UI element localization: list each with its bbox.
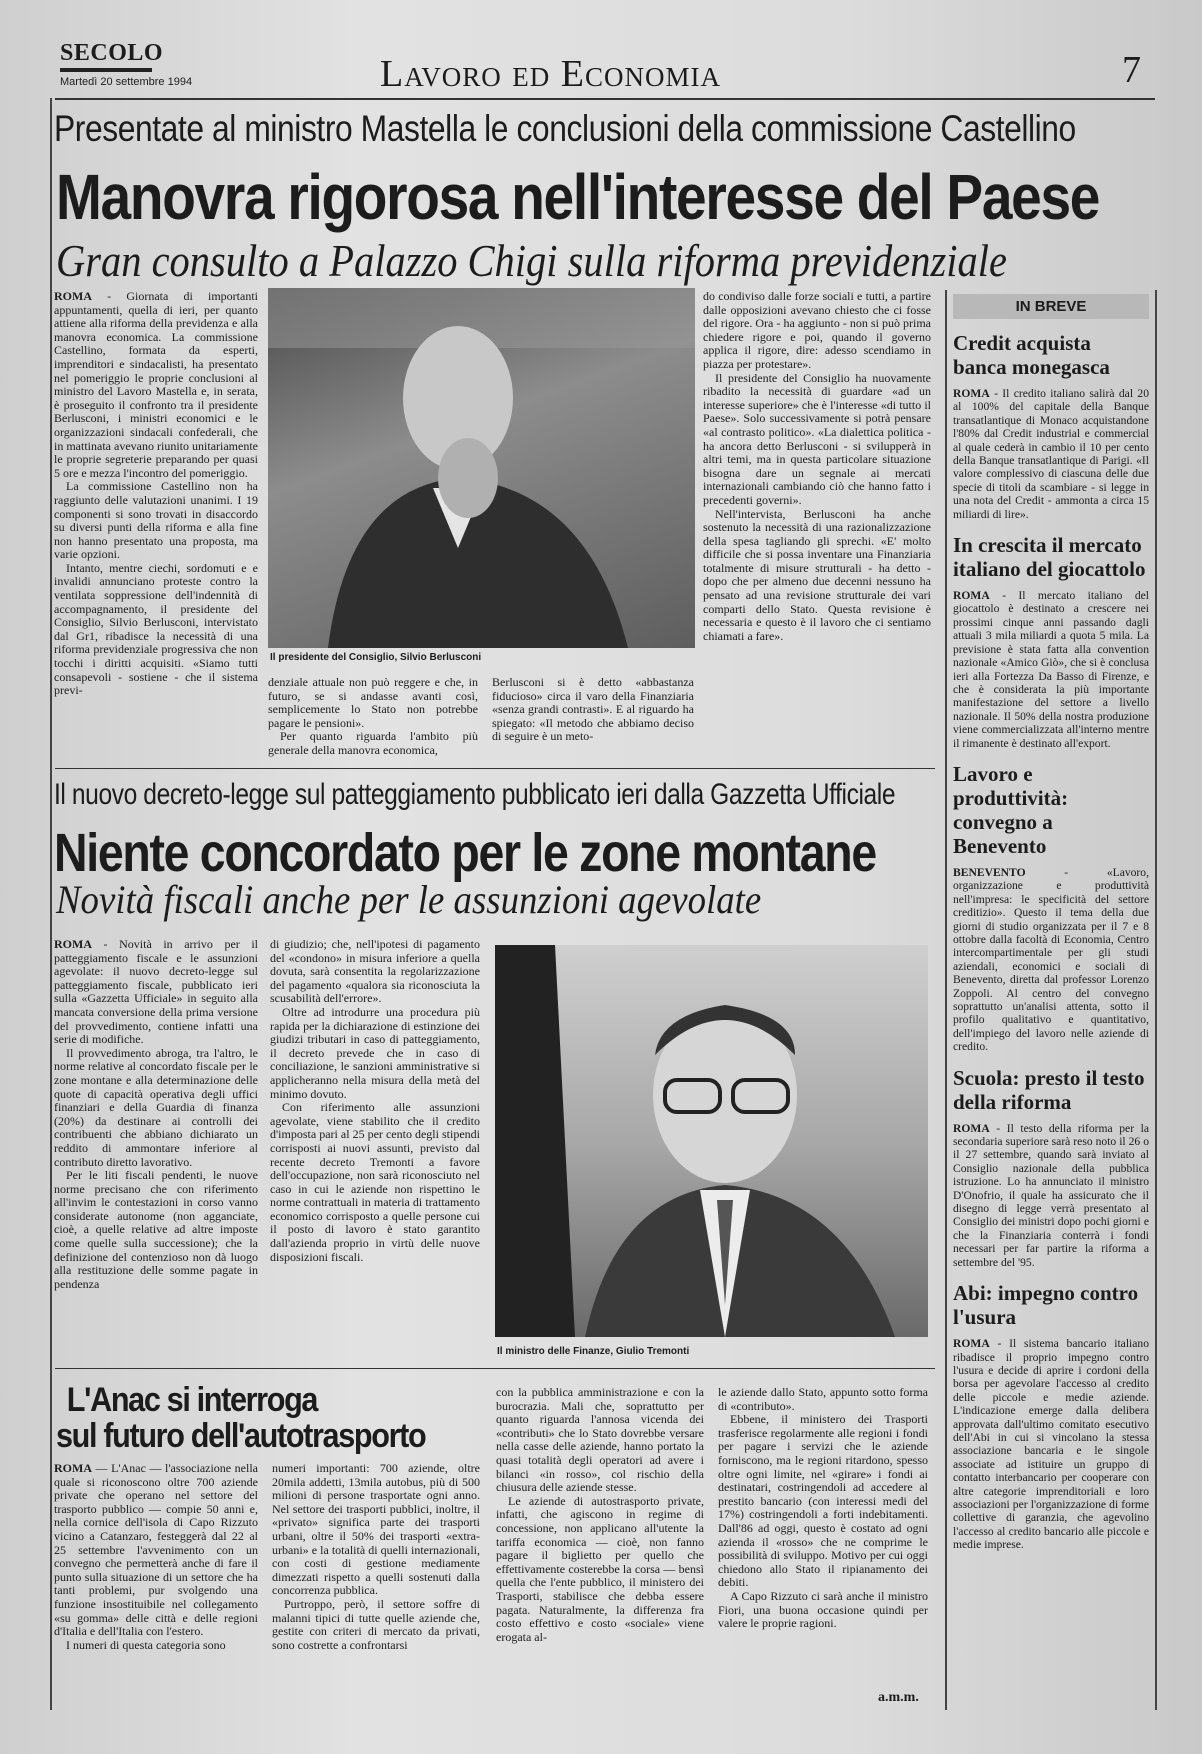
brief-item	[953, 1066, 1149, 1269]
paragraph: Intanto, mentre ciechi, sordomuti e e invalidi annunciano proteste contro la ventilata soppressione dell'indennità di accompagnamento, il presidente del Consiglio, Silvio Berlusconi, intervistato dal Gr1, ribadisce la necessità di una riforma previdenziale progressiva che non tocchi i diritti acquisiti. «Siamo tutti consapevoli - sostiene - che il sistema previ-	[54, 560, 258, 698]
brief-body: - Il credito italiano salirà dal 20 al 100% del capitale della Banque transatlantique di Monaco acquistandone l'80% dal Credit industrial e commercial al quale cederà in cambio il 10 per cento della Banque transatlantique di Parigi. «Il valore complessivo di ciascuna delle due specie di titoli da scambiare - si legge in una nota del Credit - ammonta a circa 15 miliardi di lire».	[953, 387, 1149, 521]
brief-body: - «Lavoro, organizzazione e produttività nell'impresa: le specificità del settore creditizio». Questo il tema della due giorni di studio organizzata per il 7 e 8 ottobre dalla facoltà di Economia, Centro intercompartimentale per gli studi aziendali, economici e sociali di Benevento, diretta dal professor Lorenzo Zoppoli. Al centro del convegno soprattutto un'analisi attenta, sotto il profilo qualitativo e quantitativo, dell'impiego del lavoro nelle aziende di credito.	[953, 865, 1149, 1054]
sidebar-title: IN BREVE	[953, 294, 1149, 319]
brief-headline: Abi: impegno contro l'usura	[953, 1281, 1139, 1330]
brief-headline: Lavoro e produttività: convegno a Benevento	[953, 761, 1069, 858]
paragraph: denziale attuale non può reggere e che, in futuro, se si andasse avanti così, semplicemente lo Stato non potrebbe pagare le pensioni».	[268, 676, 478, 730]
headline-line: L'Anac si interroga	[66, 1381, 318, 1419]
dateline: ROMA	[953, 1337, 990, 1351]
berlusconi-photo	[268, 288, 695, 648]
photo-caption: Il ministro delle Finanze, Giulio Tremonti	[497, 1346, 690, 1357]
header-divider	[55, 98, 1155, 100]
section-title: Lavoro ed Economia	[380, 53, 721, 95]
paragraph: Per quanto riguarda l'ambito più generale della manovra economica,	[268, 729, 478, 757]
paragraph: — L'Anac — l'associazione nella quale si riconoscono oltre 700 aziende private che operano nel settore del trasporto pubblico — compie 50 anni e, nella cornice dell'isola di Capo Rizzuto vicino a Catanzaro, festeggerà dal 22 al 25 settembre l'avvenimento con un convegno che permetterà anche di fare il punto sulla situazione di un settore che ha tanti problemi, pur svolgendo una funzione insostituibile nel collegamento «su gomma» delle città e delle regioni d'Italia e dell'Italia con l'estero.	[54, 1462, 258, 1639]
brief-body: - Il mercato italiano del giocattolo è destinato a crescere nei prossimi cinque anni passando dagli attuali 3 mila miliardi a quota 5 mila. La previsione è stata fatta alla convention nazionale «Amico Giò», che si è conclusa ieri alla Fortezza Da Basso di Firenze, e che è considerata la più importante manifestazione del settore a livello nazionale. Il 50% della nostra produzione viene commercializzata all'interno mentre il rimanente è destinato all'export.	[953, 589, 1149, 750]
brief-item	[953, 762, 1149, 1054]
brief-body: - Il testo della riforma per la secondaria superiore sarà reso noto il 26 o il 27 settembre, quando sarà inviato al Consiglio nazionale della pubblica istruzione. Lo ha annunciato il ministro D'Onofrio, il quale ha assicurato che il disegno di legge verrà presentato al Consiglio dei ministri dopo pochi giorni e che la Finanziaria conterrà i fondi necessari per far partire la riforma a settembre del '95.	[953, 1121, 1149, 1269]
paragraph: - Giornata di importanti appuntamenti, quella di ieri, per quanto attiene alla riforma della previdenza e alla manovra economica. La commissione Castellino, formata da esperti, imprenditori e sindacalisti, ha presentato nel pomeriggio le proprie conclusioni al ministro del Lavoro Mastella e, in serata, è proseguito il confronto tra il presidente Berlusconi, i ministri economici e le organizzazioni sindacali confederali, che in mattinata avevano riunito unitariamente le proprie segreterie preparando per quasi 5 ore e mezza l'incontro del pomeriggio.	[54, 290, 258, 480]
top-article-subheadline: Gran consulto a Palazzo Chigi sulla riforma previdenziale	[56, 235, 1007, 286]
second-article-subheadline: Novità fiscali anche per le assunzioni agevolate	[56, 877, 762, 922]
second-article-col2	[270, 938, 480, 1358]
article-divider	[55, 768, 935, 769]
paragraph: numeri importanti: 700 aziende, oltre 20mila addetti, 13mila autobus, più di 500 milioni di persone trasportate ogni anno. Nel settore dei trasporti pubblici, inoltre, il «privato» significa parte dei trasporti urbani, oltre il 50% dei trasporti «extra-urbani» e la totalità di quelli internazionali, con costi di gestione mediamente dimezzati rispetto a quelli sostenuti dalla concorrenza pubblica.	[272, 1462, 480, 1598]
in-breve-sidebar	[945, 290, 1157, 1710]
portrait-figure-icon	[495, 945, 928, 1337]
paragraph: - Novità in arrivo per il patteggiamento fiscale e le assunzioni agevolate: il nuovo decreto-legge sul patteggiamento fiscale, pubblicato ieri sulla «Gazzetta Ufficiale» in seguito alla mancata conversione della prima versione del provvedimento, contiene infatti una serie di modifiche.	[54, 938, 258, 1047]
paragraph: Berlusconi si è detto «abbastanza fiducioso» circa il varo della Finanziaria «senza grandi contrasti». E al riguardo ha spiegato: «Il metodo che abbiamo deciso di seguire è un meto-	[492, 676, 694, 744]
brief-headline: Scuola: presto il testo della riforma	[953, 1065, 1145, 1114]
masthead-rule	[60, 68, 152, 72]
paragraph: Le aziende di autostrasporto private, infatti, che agiscono in regime di concessione, non applicano all'utente la tariffa economica — cioè, non fanno pagare il biglietto per quello che effettivamente costerebbe la corsa — bensì quella che l'ente pubblico, il ministero dei Trasporti, stabilisce che debba essere pagata. Naturalmente, la differenza fra costo effettivo e costo «sociale» viene erogata al-	[496, 1493, 704, 1644]
paragraph: do condiviso dalle forze sociali e tutti, a partire dalle opposizioni avevano chiesto che ci fosse del rigore. Ora - ha aggiunto - non si può prima chiedere rigore e poi, quando il governo applica il rigore, dire: adesso scendiamo in piazza per protestare».	[703, 290, 931, 371]
third-article-col2	[272, 1462, 480, 1707]
issue-date: Martedì 20 settembre 1994	[60, 76, 193, 88]
author-signature: a.m.m.	[878, 1690, 919, 1705]
dateline: ROMA	[953, 387, 990, 400]
dateline: ROMA	[953, 1121, 990, 1135]
top-article-headline: Manovra rigorosa nell'interesse del Paese	[56, 161, 1100, 233]
third-article-headline	[56, 1382, 425, 1454]
paragraph: le aziende dallo Stato, appunto sotto forma di «contributo».	[718, 1386, 928, 1413]
paragraph: A Capo Rizzuto ci sarà anche il ministro Fiori, una buona occasione quindi per valere le proprie ragioni.	[718, 1588, 928, 1631]
paragraph: di giudizio; che, nell'ipotesi di pagamento del «condono» in misura inferiore a quella dovuta, sarà consentita la regolarizzazione del pagamento «qualora sia riconosciuta la scusabilità dell'errore».	[270, 938, 480, 1006]
brief-item	[953, 331, 1149, 521]
article-divider	[55, 1368, 935, 1369]
second-article-kicker: Il nuovo decreto-legge sul patteggiamento pubblicato ieri dalla Gazzetta Ufficiale	[54, 778, 896, 811]
top-article-col4	[703, 290, 931, 762]
top-article-col2	[268, 676, 478, 762]
top-article-col1	[54, 290, 258, 760]
photo-caption: Il presidente del Consiglio, Silvio Berlusconi	[270, 652, 482, 663]
headline-line: sul futuro dell'autotrasporto	[56, 1417, 426, 1455]
dateline: ROMA	[54, 1462, 92, 1475]
second-article-headline: Niente concordato per le zone montane	[54, 823, 876, 883]
paragraph: Oltre ad introdurre una procedura più rapida per la dichiarazione di estinzione dei giudizi tributari in caso di patteggiamento, il decreto prevede che in caso di conciliazione, le sanzioni amministrative si applicheranno nella misura della metà del minimo dovuto.	[270, 1004, 480, 1101]
paragraph: Ebbene, il ministero dei Trasporti trasferisce regolarmente alle regioni i fondi per pagare i servizi che le aziende forniscono, ma le regioni ritardono, spesso oltre ogni limite, nel «girare» i fondi ai destinatari, costringendoli ad accedere al prestito bancario (con interessi medi del 17%) costringendoli a forti indebitamenti. Dall'86 ad oggi, questo è costato ad ogni azienda il «rosso» che ne comprime le possibilità di sviluppo. Motivo per cui oggi chiedono allo Stato il ripianamento dei debiti.	[718, 1412, 928, 1590]
brief-item	[953, 533, 1149, 750]
dateline: ROMA	[953, 589, 990, 603]
top-article-col3	[492, 676, 694, 762]
paragraph: Con riferimento alle assunzioni agevolate, viene stabilito che il credito d'imposta pari al 25 per cento degli stipendi corrisposti ai nuovi assunti, previsto dal recente decreto Tremonti a favore dell'occupazione, non sarà riconosciuto nel caso in cui le aziende non rispettino le norme contrattuali in materia di trattamento economico corrisposto a quelle persone cui il posto di lavoro è stato garantito dall'azienda proprio in virtù delle nuove disposizioni fiscali.	[270, 1100, 480, 1264]
paragraph: Il provvedimento abroga, tra l'altro, le norme relative al concordato fiscale per le zone montane e alla determinazione delle quote di capacità operativa degli uffici finanziari e della Guardia di finanza (20%) da destinare ai controlli dei contribuenti che abbiano dichiarato un reddito di ammontare inferiore al contributo diretto lavorativo.	[54, 1045, 258, 1169]
brief-headline: Credit acquista banca monegasca	[953, 331, 1110, 379]
paragraph: Nell'intervista, Berlusconi ha anche sostenuto la necessità di una razionalizzazione della spesa tagliando gli sprechi. «E' molto difficile che si possa inventare una Finanziaria totalmente di misure strutturali - ha detto - dopo che per almeno due decenni nessuno ha pensato ad una revisione strutturale dei vari comparti dello Stato. Questa revisione è necessaria e questo è il lavoro che ci sentiamo chiamati a fare».	[703, 506, 931, 643]
top-article-kicker: Presentate al ministro Mastella le conclusioni della commissione Castellino	[54, 108, 1076, 149]
portrait-figure-icon	[268, 288, 695, 648]
masthead: SECOLO	[60, 40, 164, 66]
third-article-col3	[496, 1386, 704, 1678]
paragraph: I numeri di questa categoria sono	[66, 1637, 226, 1652]
paragraph: Per le liti fiscali pendenti, le nuove norme precisano che con riferimento all'invim le contestazioni in corso vanno considerate autonome (non agganciate, cioè, a quelle relative ad altre imposte come quelle sulla successione); che la definizione del contenzioso non dà luogo alla restituzione delle somme pagate in pendenza	[54, 1168, 258, 1291]
third-article-col1	[54, 1462, 258, 1707]
dateline: ROMA	[54, 938, 92, 951]
brief-headline: In crescita il mercato italiano del giocattolo	[953, 533, 1146, 582]
second-article-col1	[54, 938, 258, 1358]
third-article-col4	[718, 1386, 928, 1656]
brief-item	[953, 1281, 1149, 1552]
paragraph: Il presidente del Consiglio ha nuovamente ribadito la necessità di guardare «ad un interesse superiore» che è l'interesse «di tutto il Paese». Solo successivamente si potrà pensare «al contrasto politico». «La dialettica politica - ha ancora detto Berlusconi - si svilupperà in altri temi, ma in questa particolare situazione bisogna dare un segnale ai mercati internazionali cambiando ciò che hanno fatto i precedenti governi».	[703, 370, 931, 507]
page-number: 7	[1122, 49, 1141, 91]
brief-body: - Il sistema bancario italiano ribadisce il proprio impegno contro l'usura e decide di aprire i cordoni della borsa per agevolare l'accesso al credito delle piccole e medie aziende. L'indicazione emerge dalla delibera approvata dall'ultimo comitato esecutivo dell'Abi in cui si vincolano la stessa associazione bancaria e le singole associate ad istituire un gruppo di contatto interbancario per cooperare con altre categorie imprenditoriali e loro associazioni per l'organizzazione di forme collettive di garanzia, che agevolino l'accesso al credito bancario alle piccole e medie imprese.	[953, 1337, 1149, 1552]
dateline: ROMA	[54, 290, 92, 303]
paragraph: con la pubblica amministrazione e con la burocrazia. Mali che, soprattutto per quanto riguarda l'annosa vicenda dei «contributi» che lo Stato dovrebbe versare nella casse delle aziende, hanno portato la quasi totalità degli operatori ad avere i bilanci «in rosso», col rischio della chiusura delle aziende stesse.	[496, 1386, 704, 1495]
page-left-rule	[50, 98, 52, 1710]
tremonti-photo	[495, 945, 928, 1337]
paragraph: La commissione Castellino non ha raggiunto delle valutazioni unanimi. I 19 componenti si sono trovati in disaccordo su diversi punti della riforma e alla fine non hanno presentato una proposta, ma varie opzioni.	[54, 479, 258, 562]
dateline: BENEVENTO	[953, 865, 1026, 879]
paragraph: Purtroppo, però, il settore soffre di malanni tipici di tutte quelle aziende che, gestite con criteri di mercato da privati, sono costrette a confrontarsi	[272, 1596, 480, 1652]
